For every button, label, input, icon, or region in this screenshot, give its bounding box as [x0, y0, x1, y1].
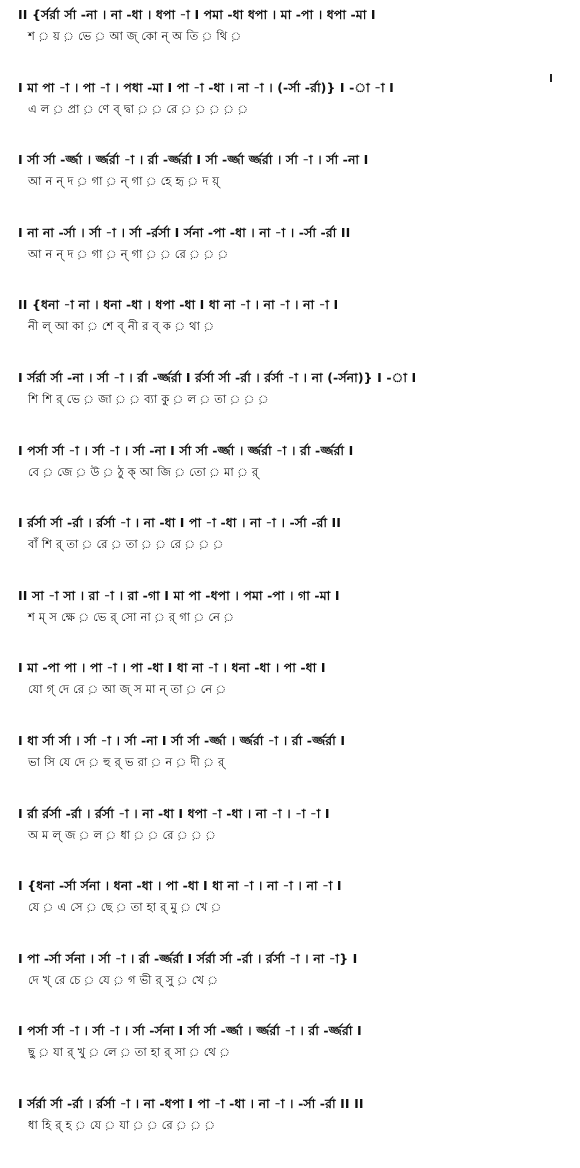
- notation-system: [18, 369, 572, 442]
- lyric-line: বে ় জে ় উ ় ঠু ক্ আ জি ় তো ় মা ় র্: [28, 464, 259, 479]
- lyric-line: আ ন ন্ দ ় গা ় ন্ গা ় হে হৃ ় দ য়্: [28, 174, 220, 189]
- lyric-line: দে খ্ রে চে ় যে ় গ ভী র্ সু ় খে ়: [28, 972, 219, 987]
- swara-line: I র্রা র্রর্সা -র্রা । র্রর্সা -া । না -ধা I ধপা -া -ধা । না -া । -া -া I: [18, 805, 330, 821]
- notation-system: [18, 6, 572, 79]
- notation-system: [18, 1095, 572, 1168]
- lyric-line: ভা সি যে দে ় হু র্ ভ রা ় ন ় দী ় র্: [28, 754, 225, 769]
- notation-system: [18, 805, 572, 878]
- print-speck: [550, 74, 552, 82]
- notation-system: [18, 514, 572, 587]
- lyric-line: আ ন ন্ দ ় গা ় ন্ গা ় ় রে ় ় ়: [28, 246, 229, 261]
- lyric-line: ধা হি র্ হ ় যে ় যা ় ় রে ় ় ়: [28, 1117, 216, 1132]
- swara-line: I পা -র্সা র্সনা । র্সা -া । র্রা -র্জ্জর্রা I র্সর্রা র্সা -র্রা । র্রর্সা -া । না -া} I: [18, 950, 358, 966]
- swara-line: I র্সর্রা র্সা -র্রা । র্রর্সা -া । না -ধপা I পা -া -ধা । না -া । -র্সা -র্রা II II: [18, 1095, 364, 1111]
- notation-system: [18, 1022, 572, 1095]
- swara-line: I ধা র্সা র্সা । র্সা -া । র্সা -না I র্সা র্সা -র্জ্জা । র্জ্জর্রা -া । র্রা -র্জ্জর্রা I: [18, 732, 346, 748]
- notation-system: [18, 587, 572, 660]
- lyric-line: ছু ় যা র্ খু ় লে ় তা হা র্ সা ় থে ়: [28, 1045, 231, 1060]
- lyric-line: শ ম্ স ক্ষে ় ভে র্ সো না ় র্ গা ় নে ়: [28, 609, 235, 624]
- notation-system: [18, 950, 572, 1023]
- swara-line: I র্সা র্সা -র্জ্জা । র্জ্জর্রা -া । র্রা -র্জ্জর্রা I র্সা -র্জ্জা র্জ্জর্রা । র্সা -া । র্সা -না I: [18, 152, 369, 168]
- lyric-line: বাঁ শি র্ তা ় রে ় তা ় ় রে ় ় ়: [28, 537, 224, 552]
- swara-line: II {ধনা -া না । ধনা -ধা । ধপা -ধা I ধা না -া । না -া । না -া I: [18, 297, 339, 313]
- swara-line: I না না -র্সা । র্সা -া । র্সা -র্রর্সা I র্সনা -পা -ধা । না -া । -র্সা -র্রা II: [18, 224, 351, 240]
- swara-line: I মা পা -া । পা -া । পধা -মা I পা -া -ধা । না -া । (-র্সা -র্রা)} I -া -া I: [18, 79, 394, 95]
- swara-line: I পর্সা র্সা -া । র্সা -া । র্সা -না I র্সা র্সা -র্জ্জা । র্জ্জর্রা -া । র্রা -র্জ্জর্রা I: [18, 442, 354, 458]
- swara-line: II সা -া সা । রা -া । রা -গা I মা পা -ধপা । পমা -পা । গা -মা I: [18, 587, 340, 603]
- notation-system: [18, 659, 572, 732]
- lyric-line: অ ম ল্ জ ় ল ় ধা ় ় রে ় ় ়: [28, 827, 217, 842]
- swara-line: I মা -পা পা । পা -া । পা -ধা I ধা না -া । ধনা -ধা । পা -ধা I: [18, 660, 326, 676]
- swara-line: II {র্সর্রা র্সা -না । না -ধা । ধপা -া I পমা -ধা ধপা । মা -পা । ধপা -মা I: [18, 7, 376, 22]
- notation-system: [18, 732, 572, 805]
- lyric-line: নী ল্ আ কা ় শে ব্ নী র ব্ ক ় থা ়: [28, 319, 215, 334]
- notation-system: [18, 442, 572, 515]
- notation-system: [18, 151, 572, 224]
- notation-system: [18, 79, 572, 152]
- notation-system: [18, 877, 572, 950]
- lyric-line: শি শি র্ ভে ় জা ় ় ব্যা কু ় ল ় তা ় ় ়: [28, 391, 269, 406]
- swara-line: I র্সর্রা র্সা -না । র্সা -া । র্রা -র্জ্জর্রা I র্রর্সা র্সা -র্রা । র্রর্সা -া । না (-র্সনা)} I -া I: [18, 369, 417, 385]
- lyric-line: এ ল ় প্রা ় ণে ব্ দ্বা ় ় রে ় ় ় ় ়: [28, 101, 249, 116]
- lyric-line: যো গ্ দে রে ় আ জ্ স মা ন্ তা ় নে ়: [28, 682, 227, 697]
- notation-system: [18, 296, 572, 369]
- swara-line: I পর্সা র্সা -া । র্সা -া । র্সা -র্সনা I র্সা র্সা -র্জ্জা । র্জ্জর্রা -া । র্রা -র্জ্জর্রা I: [18, 1023, 362, 1039]
- lyric-line: যে ় এ সে ় ছে ় তা হা র্ মু ় খে ়: [28, 900, 222, 915]
- swara-line: I {ধনা -র্সা র্সনা । ধনা -ধা । পা -ধা I ধা না -া । না -া । না -া I: [18, 878, 342, 894]
- swara-line: I র্রর্সা র্সা -র্রা । র্রর্সা -া । না -ধা I পা -া -ধা । না -া । -র্সা -র্রা II: [18, 515, 342, 531]
- lyric-line: শ ় য় ় ভে ় আ জ্ কো ন্ অ তি ় থি ়: [28, 29, 242, 43]
- notation-system: [18, 224, 572, 297]
